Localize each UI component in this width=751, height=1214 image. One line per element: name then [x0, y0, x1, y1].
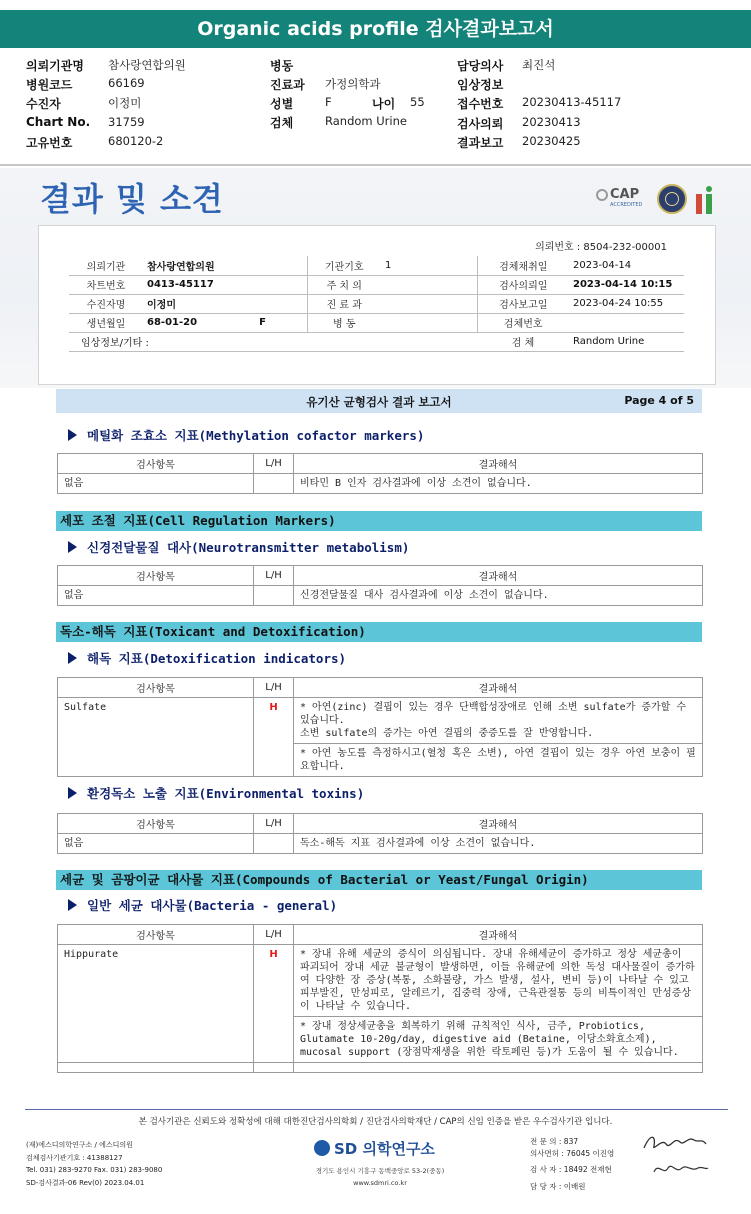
hospital-label: 의뢰기관명	[26, 59, 84, 73]
column-header: L/H	[254, 814, 294, 834]
sd-logo-name: SD 의학연구소	[334, 1140, 435, 1158]
request-date-label: 검사의뢰	[457, 117, 504, 131]
lab-phone: Tel. 031) 283-9270 Fax. 031) 283-9080	[26, 1166, 163, 1174]
triangle-right-icon	[68, 429, 77, 441]
column-header: 결과해석	[294, 678, 703, 698]
age-value: 55	[410, 95, 425, 109]
toxicant-category: 독소-해독 지표(Toxicant and Detoxification)	[56, 622, 702, 642]
table-cell: 검체번호	[477, 313, 569, 332]
column-header: L/H	[254, 678, 294, 698]
manager-line: 담 당 자 : 이배원	[530, 1181, 586, 1191]
detox-heading-text: 해독 지표(Detoxification indicators)	[87, 651, 347, 666]
table-cell: Sulfate	[58, 698, 254, 777]
table-cell	[254, 474, 294, 494]
code-value: 66169	[108, 76, 145, 90]
chart-label: Chart No.	[26, 115, 91, 129]
form-revision: SD-검사결과-06 Rev(0) 2023.04.01	[26, 1178, 145, 1187]
patient-table	[69, 256, 684, 352]
li-bar-green-icon	[706, 194, 712, 214]
doctor-signature	[640, 1130, 710, 1156]
methylation-table	[57, 453, 703, 494]
methylation-heading-text: 메틸화 조효소 지표(Methylation cofactor markers)	[87, 428, 425, 443]
table-cell: 검 체	[477, 332, 569, 351]
table-cell: 이정미	[143, 294, 307, 313]
table-cell: H	[254, 945, 294, 1063]
detox-table	[57, 677, 703, 777]
column-header: 결과해석	[294, 814, 703, 834]
table-cell: 검사보고일	[477, 294, 569, 313]
table-cell	[58, 1063, 254, 1073]
table-row	[58, 834, 703, 854]
footer-divider	[25, 1109, 728, 1110]
table-row	[69, 313, 684, 332]
table-cell: 기관기호	[307, 256, 381, 275]
table-row	[69, 294, 684, 313]
table-cell: 2023-04-14 10:15	[569, 275, 684, 294]
env-table	[57, 813, 703, 854]
table-row	[58, 586, 703, 606]
detox-note-1: * 아연(zinc) 결핍이 있는 경우 단백합성장애로 인해 소변 sulfate가 증가할 수 있습니다.	[300, 702, 686, 726]
table-cell: Random Urine	[569, 332, 684, 351]
table-row	[69, 256, 684, 275]
report-subtitle: 유기산 균형검사 결과 보고서	[306, 395, 452, 409]
column-header: 결과해석	[294, 925, 703, 945]
request-number: 의뢰번호 : 8504-232-00001	[535, 242, 667, 253]
table-row	[58, 1063, 703, 1073]
triangle-right-icon	[68, 787, 77, 799]
patient-value: 이정미	[108, 96, 142, 110]
bacteria-heading-text: 일반 세균 대사물(Bacteria - general)	[87, 898, 338, 913]
table-cell	[254, 834, 294, 854]
sd-mark-icon	[314, 1140, 330, 1156]
column-header: 검사항목	[58, 814, 254, 834]
table-row	[58, 698, 703, 744]
dept-label: 진료과	[270, 78, 305, 92]
age-label: 나이	[372, 97, 396, 111]
table-cell: * 장내 정상세균총을 회복하기 위해 규칙적인 식사, 금주, Probiotics, Glutamate 10-20g/day, digestive aid (Betaine, 이당소화효소제), mucosal support (장점막재생을 위한 락토페린 등)가 도움이 될 수 있습니다.	[294, 1017, 703, 1063]
table-cell	[294, 1063, 703, 1073]
lab-name: (재)에스디의학연구소 / 에스디의원	[26, 1141, 133, 1149]
table-row	[69, 275, 684, 294]
li-dot-icon	[706, 186, 712, 192]
table-cell: H	[254, 698, 294, 777]
column-header: 결과해석	[294, 454, 703, 474]
table-cell: 의뢰기관	[69, 256, 143, 275]
table-cell: Hippurate	[58, 945, 254, 1063]
methylation-heading	[68, 426, 424, 444]
table-cell: 신경전달물질 대사 검사결과에 이상 소견이 없습니다.	[294, 586, 703, 606]
specialist-line: 전 문 의 : 837	[530, 1137, 579, 1146]
sex-label: 성별	[270, 97, 294, 111]
doctor-label: 담당의사	[457, 59, 504, 73]
cap-logo-text: CAP	[610, 187, 640, 202]
table-header-row	[58, 454, 703, 474]
request-date-value: 20230413	[522, 115, 581, 129]
table-cell: 생년월일	[69, 313, 143, 332]
column-header: 검사항목	[58, 678, 254, 698]
table-cell	[294, 698, 703, 744]
li-logo	[694, 184, 718, 214]
table-cell: 주 치 의	[307, 275, 381, 294]
specimen-label: 검체	[270, 116, 294, 130]
table-cell: 없음	[58, 834, 254, 854]
cell-regulation-category: 세포 조절 지표(Cell Regulation Markers)	[56, 511, 702, 531]
signatories	[530, 1136, 614, 1192]
table-cell: 차트번호	[69, 275, 143, 294]
sex-value: F	[325, 95, 332, 109]
chart-value: 31759	[108, 115, 145, 129]
code-label: 병원코드	[26, 78, 73, 92]
column-header: 검사항목	[58, 454, 254, 474]
specimen-value: Random Urine	[325, 114, 407, 128]
table-cell: 2023-04-14	[569, 256, 684, 275]
cap-mark-icon	[596, 189, 608, 201]
cap-logo-sub: ACCREDITED	[610, 202, 643, 208]
table-cell	[254, 1063, 294, 1073]
lab-contact	[26, 1139, 162, 1189]
table-row	[69, 332, 684, 351]
table-cell: 임상정보/기타 :	[69, 332, 477, 351]
tester-signature	[650, 1158, 710, 1180]
patient-info	[0, 56, 751, 166]
table-cell: 비타민 B 인자 검사결과에 이상 소견이 없습니다.	[294, 474, 703, 494]
li-bar-red-icon	[696, 194, 702, 214]
lab-website: www.sdmri.co.kr	[353, 1179, 407, 1187]
table-cell: 참사랑연합의원	[143, 256, 307, 275]
table-cell: * 장내 유해 세균의 증식이 의심됩니다. 장내 유해세균이 증가하고 정상 세균총이 파괴되어 장내 세균 불균형이 발생하면, 이들 유해균에 의한 독성 대사물질이 증가하여 다양한 장 증상(복통, 소화불량, 가스 발생, 설사, 변비 등)이 나타날 수 있고 피부발진, 만성피로, 알레르기, 집중력 장애, 근육관절통 등의 비특이적인 만성증상이 나타날 수 있습니다.	[294, 945, 703, 1017]
neuro-heading-text: 신경전달물질 대사(Neurotransmitter metabolism)	[87, 540, 410, 555]
table-header-row	[58, 566, 703, 586]
doctor-value: 최진석	[522, 58, 556, 72]
dept-value: 가정의학과	[325, 77, 381, 91]
report-date-label: 결과보고	[457, 136, 504, 150]
card-sex-value: F	[259, 317, 266, 328]
accreditation-note: 본 검사기관은 신뢰도와 정확성에 대해 대한진단검사의학회 / 진단검사의학재단 / CAP의 신임 인증을 받은 우수검사기관 입니다.	[138, 1117, 613, 1127]
table-cell	[381, 275, 477, 294]
table-cell: 없음	[58, 474, 254, 494]
report-date-value: 20230425	[522, 134, 581, 148]
env-heading	[68, 784, 364, 802]
hospital-value: 참사랑연합의원	[108, 58, 186, 72]
patient-label: 수진자	[26, 97, 61, 111]
info-divider	[0, 164, 751, 166]
table-cell: 수진자명	[69, 294, 143, 313]
table-cell	[143, 313, 307, 332]
column-header: L/H	[254, 454, 294, 474]
detox-note-1b: 소변 sulfate의 증가는 아연 결핍의 중증도를 잘 반영합니다.	[300, 728, 594, 739]
license-line: 의사면허 : 76045 이진영	[530, 1148, 615, 1158]
results-title: 결과 및 소견	[40, 180, 224, 218]
triangle-right-icon	[68, 899, 77, 911]
birthdate-value: 68-01-20	[147, 317, 198, 328]
column-header: 결과해석	[294, 566, 703, 586]
table-cell	[569, 313, 684, 332]
seal-inner-icon	[665, 192, 679, 206]
table-row	[58, 474, 703, 494]
triangle-right-icon	[68, 652, 77, 664]
receipt-label: 접수번호	[457, 97, 504, 111]
env-heading-text: 환경독소 노출 지표(Environmental toxins)	[87, 786, 365, 801]
table-cell: 진 료 과	[307, 294, 381, 313]
table-cell: 0413-45117	[143, 275, 307, 294]
seal-logo	[657, 184, 687, 214]
table-cell: 독소-해독 지표 검사결과에 이상 소견이 없습니다.	[294, 834, 703, 854]
table-cell: 검체채취일	[477, 256, 569, 275]
triangle-right-icon	[68, 541, 77, 553]
report-title: Organic acids profile 검사결과보고서	[0, 10, 751, 48]
receipt-value: 20230413-45117	[522, 95, 622, 109]
column-header: L/H	[254, 566, 294, 586]
table-row	[58, 945, 703, 1017]
lab-code: 검체검사기관기호 : 41388127	[26, 1153, 123, 1162]
table-cell: 없음	[58, 586, 254, 606]
unique-value: 680120-2	[108, 134, 164, 148]
table-header-row	[58, 678, 703, 698]
table-cell: 1	[381, 256, 477, 275]
table-cell	[381, 294, 477, 313]
ward-label: 병동	[270, 59, 294, 73]
table-header-row	[58, 814, 703, 834]
table-cell: 2023-04-24 10:55	[569, 294, 684, 313]
neuro-heading	[68, 538, 409, 556]
column-header: 검사항목	[58, 566, 254, 586]
clinical-label: 임상정보	[457, 78, 504, 92]
page-indicator: Page 4 of 5	[624, 394, 694, 407]
column-header: 검사항목	[58, 925, 254, 945]
table-cell	[254, 586, 294, 606]
lab-address: 경기도 용인시 기흥구 동백중앙로 53-2(중동)	[315, 1167, 445, 1175]
bacteria-heading	[68, 896, 337, 914]
sd-logo	[310, 1138, 450, 1188]
bacterial-category: 세균 및 곰팡이균 대사물 지표(Compounds of Bacterial or Yeast/Fungal Origin)	[56, 870, 702, 890]
patient-card	[38, 225, 716, 385]
bacteria-table	[57, 924, 703, 1073]
unique-label: 고유번호	[26, 136, 73, 150]
table-cell	[381, 313, 477, 332]
table-cell: 검사의뢰일	[477, 275, 569, 294]
column-header: L/H	[254, 925, 294, 945]
tester-line: 검 사 자 : 18492 전재현	[530, 1165, 612, 1174]
neuro-table	[57, 565, 703, 606]
table-cell: 병 동	[307, 313, 381, 332]
report-section-header	[56, 389, 702, 413]
detox-heading	[68, 649, 346, 667]
table-header-row	[58, 925, 703, 945]
cap-logo	[594, 185, 652, 213]
table-cell: * 아연 농도를 측정하시고(혈청 혹은 소변), 아연 결핍이 있는 경우 아연 보충이 필요합니다.	[294, 744, 703, 777]
